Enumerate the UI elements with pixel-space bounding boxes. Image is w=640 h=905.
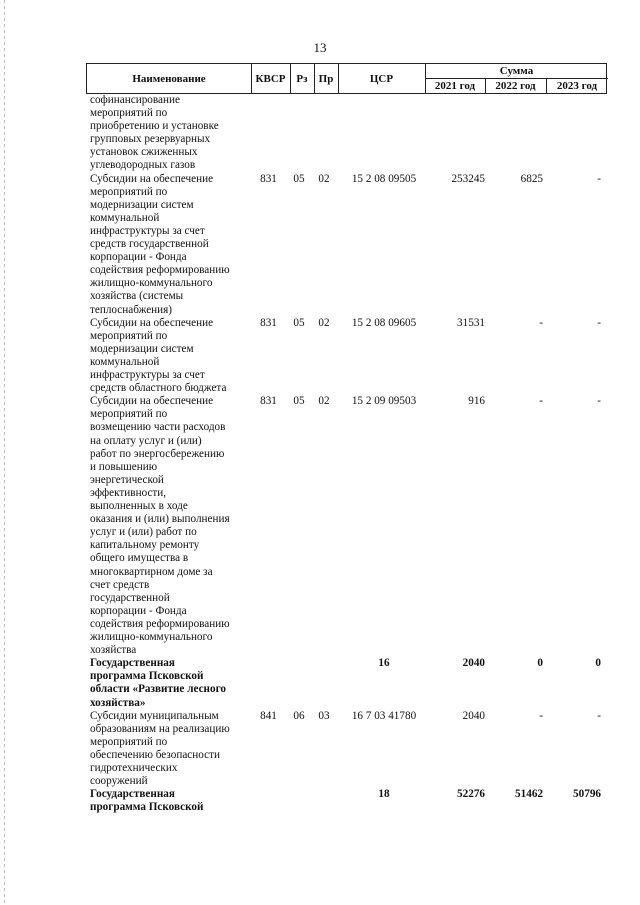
row-name-line: мероприятий по xyxy=(90,329,168,342)
row-name-line: программа Псковской xyxy=(90,670,204,683)
cell-csr: 15 2 09 09503 xyxy=(351,395,417,408)
scan-edge xyxy=(4,0,5,905)
row-name-line: модернизации систем xyxy=(90,198,194,211)
header-2022: 2022 год xyxy=(495,79,536,92)
row-name-line: модернизации систем xyxy=(90,342,194,355)
row-name-line: хозяйства» xyxy=(90,696,146,709)
cell-2022: 0 xyxy=(537,657,543,670)
cell-rz: 05 xyxy=(293,316,305,329)
row-name xyxy=(90,173,250,317)
header-sum: Сумма xyxy=(499,65,534,77)
row-name-line: эффективности, xyxy=(90,486,167,499)
cell-2022: - xyxy=(539,395,543,408)
row-name-line: мероприятий по xyxy=(90,185,168,198)
row-name-line: групповых резервуарных xyxy=(90,133,211,146)
row-name-line: программа Псковской xyxy=(90,801,204,814)
row-name xyxy=(90,710,250,789)
cell-csr: 16 7 03 41780 xyxy=(351,709,417,722)
row-name-line: капитальному ремонту xyxy=(90,539,200,552)
row-name-line: и повышению xyxy=(90,460,158,473)
row-name-line: теплоснабжения) xyxy=(90,303,173,316)
header-kvsr: КВСР xyxy=(255,72,286,85)
cell-csr: 15 2 08 09605 xyxy=(351,316,417,329)
cell-2022: 51462 xyxy=(515,788,543,801)
table-header xyxy=(86,63,607,94)
cell-rz: 05 xyxy=(293,395,305,408)
cell-2023: - xyxy=(597,395,601,408)
row-name-line: средств областного бюджета xyxy=(90,382,227,395)
row-name-line: содействия реформированию xyxy=(90,264,230,277)
row-name-line: хозяйства (системы xyxy=(90,290,184,303)
row-name-line: углеводородных газов xyxy=(90,159,196,172)
row-name-line: Государственная xyxy=(90,788,175,801)
row-name-line: на оплату услуг и (или) xyxy=(90,434,202,447)
row-name-line: установок сжиженных xyxy=(90,146,198,159)
cell-2021: 2040 xyxy=(462,657,485,670)
row-name-line: сооружений xyxy=(90,775,148,788)
row-name xyxy=(90,395,250,657)
cell-2023: 50796 xyxy=(573,788,601,801)
row-name-line: хозяйства xyxy=(90,644,137,657)
cell-2023: - xyxy=(597,709,601,722)
row-name-line: коммунальной xyxy=(90,211,160,224)
cell-2023: - xyxy=(597,316,601,329)
cell-2023: 0 xyxy=(595,657,601,670)
cell-2022: - xyxy=(539,316,543,329)
row-name-line: обеспечению безопасности xyxy=(90,748,220,761)
row-name xyxy=(90,657,250,709)
cell-2022: - xyxy=(539,709,543,722)
cell-kvsr: 841 xyxy=(260,709,277,722)
cell-pr: 02 xyxy=(318,316,330,329)
row-name xyxy=(90,788,250,814)
row-name-line: выполненных в ходе xyxy=(90,500,188,513)
cell-2022: 6825 xyxy=(520,172,543,185)
cell-2021: 2040 xyxy=(462,709,485,722)
cell-2021: 52276 xyxy=(457,788,485,801)
row-name-line: приобретению и установке xyxy=(90,120,219,133)
row-name-line: мероприятий по xyxy=(90,735,168,748)
row-name-line: общего имущества в xyxy=(90,552,189,565)
cell-pr: 03 xyxy=(318,709,330,722)
row-name-line: оказания и (или) выполнения xyxy=(90,513,230,526)
cell-csr: 16 xyxy=(378,657,390,670)
cell-2021: 253245 xyxy=(451,172,485,185)
header-name: Наименование xyxy=(132,72,206,85)
row-name-line: содействия реформированию xyxy=(90,617,230,630)
cell-csr: 15 2 08 09505 xyxy=(351,172,417,185)
row-name-line: коммунальной xyxy=(90,355,160,368)
header-pr: Пр xyxy=(318,72,334,85)
page-number: 13 xyxy=(313,40,327,55)
row-name-line: Субсидии на обеспечение xyxy=(90,172,214,185)
row-name-line: корпорации - Фонда xyxy=(90,604,187,617)
row-name-line: Субсидии на обеспечение xyxy=(90,316,214,329)
cell-2023: - xyxy=(597,172,601,185)
header-csr: ЦСР xyxy=(369,72,394,85)
row-name-line: инфраструктуры за счет xyxy=(90,369,205,382)
cell-2021: 916 xyxy=(468,395,485,408)
row-name-line: средств государственной xyxy=(90,238,209,251)
row-name xyxy=(90,94,250,173)
row-name-line: гидротехнических xyxy=(90,762,178,775)
row-name-line: работ по энергосбережению xyxy=(90,447,225,460)
cell-kvsr: 831 xyxy=(260,395,277,408)
row-name-line: энергетической xyxy=(90,473,164,486)
header-2023: 2023 год xyxy=(556,79,598,92)
row-name-line: возмещению части расходов xyxy=(90,421,226,434)
row-name xyxy=(90,317,250,396)
cell-kvsr: 831 xyxy=(260,316,277,329)
header-rz: Рз xyxy=(296,72,308,85)
cell-pr: 02 xyxy=(318,395,330,408)
cell-rz: 06 xyxy=(293,709,305,722)
row-name-line: мероприятий по xyxy=(90,107,168,120)
row-name-line: корпорации - Фонда xyxy=(90,251,187,264)
row-name-line: Государственная xyxy=(90,657,175,670)
row-name-line: инфраструктуры за счет xyxy=(90,224,205,237)
row-name-line: области «Развитие лесного xyxy=(90,683,226,696)
cell-pr: 02 xyxy=(318,172,330,185)
row-name-line: государственной xyxy=(90,591,170,604)
row-name-line: софинансирование xyxy=(90,94,180,106)
row-name-line: жилищно-коммунального xyxy=(90,630,213,643)
cell-2021: 31531 xyxy=(457,316,485,329)
row-name-line: многоквартирном доме за xyxy=(90,565,213,578)
row-name-line: услуг и (или) работ по xyxy=(90,526,197,539)
row-name-line: жилищно-коммунального xyxy=(90,277,213,290)
row-name-line: мероприятий по xyxy=(90,408,168,421)
row-name-line: Субсидии муниципальным xyxy=(90,709,219,722)
row-name-line: образованиям на реализацию xyxy=(90,722,230,735)
header-2021: 2021 год xyxy=(434,79,476,92)
cell-csr: 18 xyxy=(378,788,390,801)
cell-kvsr: 831 xyxy=(260,172,277,185)
row-name-line: Субсидии на обеспечение xyxy=(90,395,214,408)
row-name-line: счет средств xyxy=(90,578,150,591)
cell-rz: 05 xyxy=(293,172,305,185)
